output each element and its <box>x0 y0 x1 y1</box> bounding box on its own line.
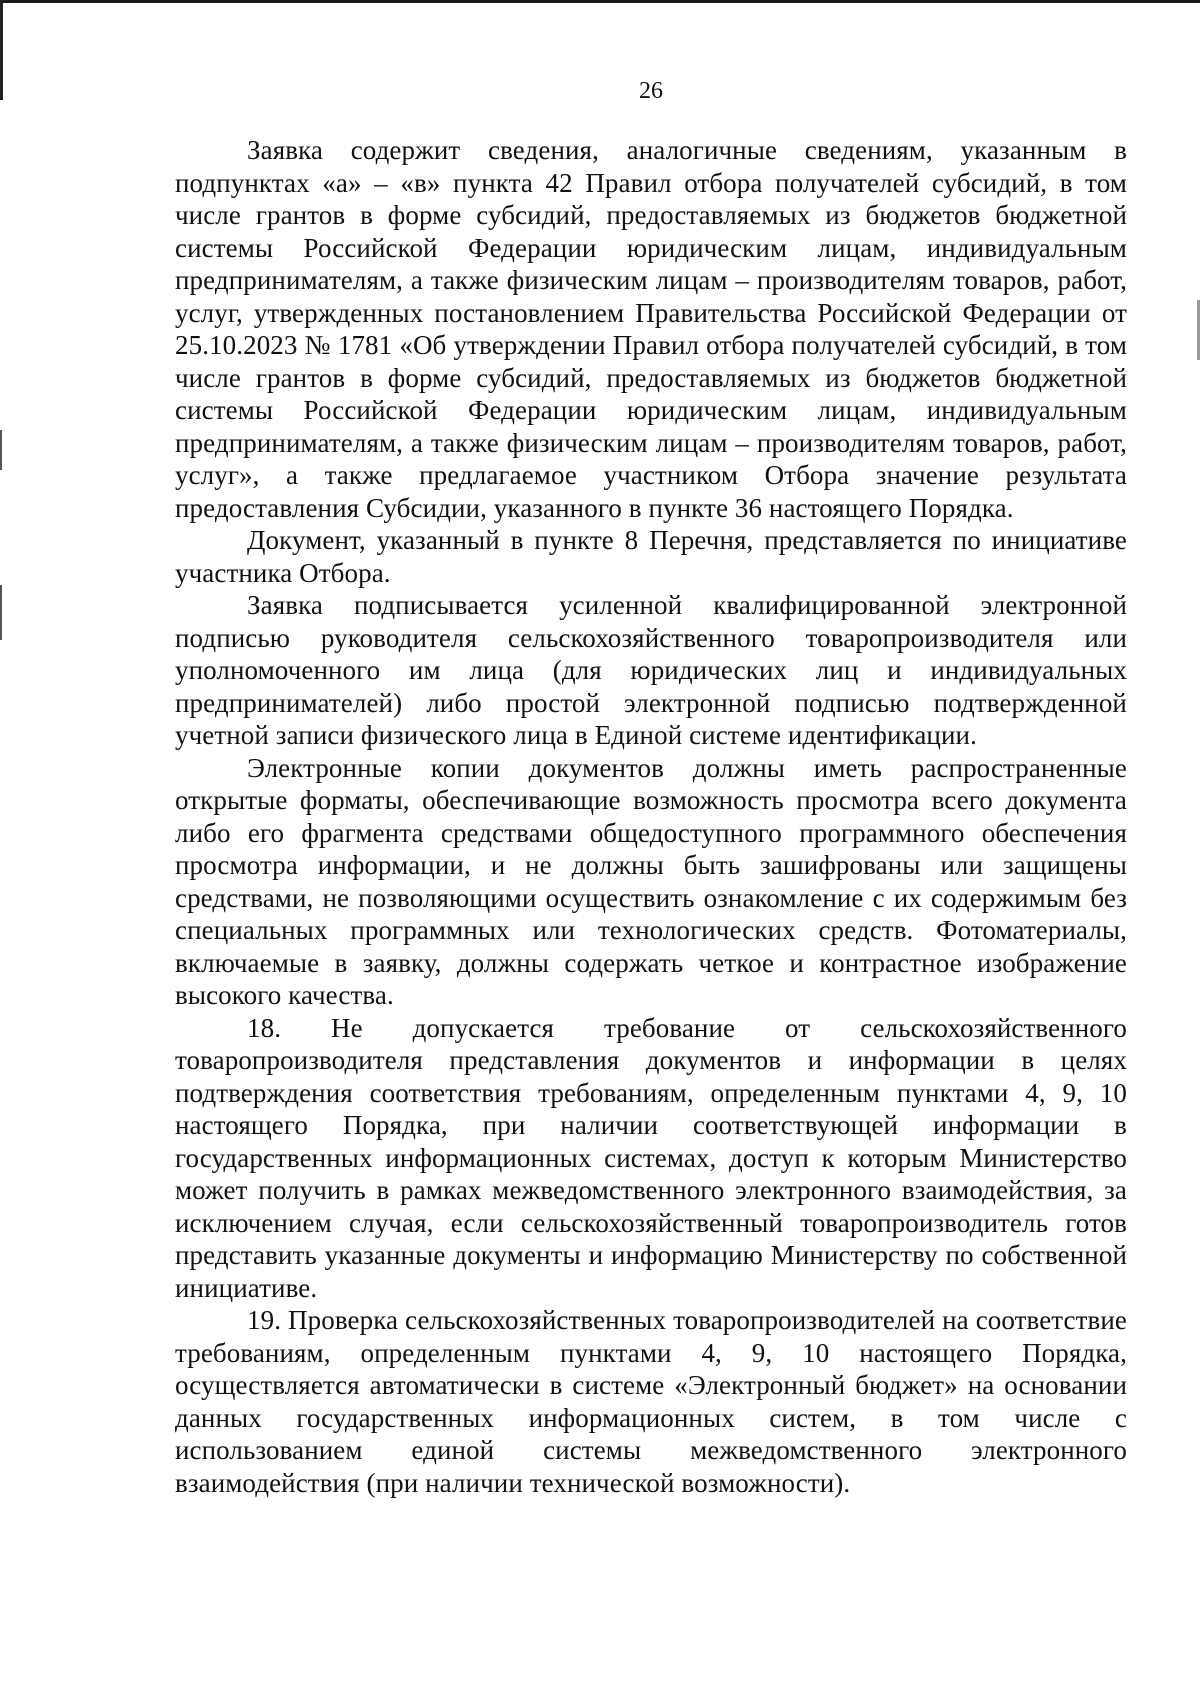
document-page <box>175 76 1127 1499</box>
paragraph-electronic-copies: Электронные копии документов должны иметь распространенные открытые форматы, обеспечивающие возможность просмотра всего документа либо его фрагмента средствами общедоступного программного обеспечения просмотра информации, и не должны быть зашифрованы или защищены средствами, не позволяющими осуществить ознакомление с их содержимым без специальных программных или технологических средств. Фотоматериалы, включаемые в заявку, должны содержать четкое и контрастное изображение высокого качества. <box>175 752 1127 1010</box>
scan-border-top <box>0 0 1200 3</box>
paragraph-application-contents: Заявка содержит сведения, аналогичные сведениям, указанным в подпунктах «а» – «в» пункта 42 Правил отбора получателей субсидий, в том числе грантов в форме субсидий, предоставляемых из бюджетов бюджетной системы Российской Федерации юридическим лицам, индивидуальным предпринимателям, а также физическим лицам – производителям товаров, работ, услуг, утвержденных постановлением Правительства Российской Федерации от 25.10.2023 № 1781 «Об утверждении Правил отбора получателей субсидий, в том числе грантов в форме субсидий, предоставляемых из бюджетов бюджетной системы Российской Федерации юридическим лицам, индивидуальным предпринимателям, а также физическим лицам – производителям товаров, работ, услуг», а также предлагаемое участником Отбора значение результата предоставления Субсидии, указанного в пункте 36 настоящего Порядка. <box>175 135 1127 523</box>
scan-border-left <box>0 0 3 100</box>
page-number: 26 <box>639 78 663 104</box>
paragraph-electronic-signature: Заявка подписывается усиленной квалифицированной электронной подписью руководителя сельскохозяйственного товаропроизводителя или уполномоченного им лица (для юридических лиц и индивидуальных предпринимателей) либо простой электронной подписью подтвержденной учетной записи физического лица в Единой системе идентификации. <box>175 590 1127 750</box>
paragraph-item-19: 19. Проверка сельскохозяйственных товаропроизводителей на соответствие требованиям, определенным пунктами 4, 9, 10 настоящего Порядка, осуществляется автоматически в системе «Электронный бюджет» на основании данных государственных информационных систем, в том числе с использованием единой системы межведомственного электронного взаимодействия (при наличии технической возможности). <box>175 1305 1127 1498</box>
scan-mark-left <box>0 430 2 470</box>
scan-mark-left <box>0 585 2 640</box>
paragraph-document-item-8: Документ, указанный в пункте 8 Перечня, представляется по инициативе участника Отбора. <box>175 525 1127 588</box>
paragraph-item-18: 18. Не допускается требование от сельскохозяйственного товаропроизводителя представления документов и информации в целях подтверждения соответствия требованиям, определенным пунктами 4, 9, 10 настоящего Порядка, при наличии соответствующей информации в государственных информационных системах, доступ к которым Министерство может получить в рамках межведомственного электронного взаимодействия, за исключением случая, если сельскохозяйственный товаропроизводитель готов представить указанные документы и информацию Министерству по собственной инициативе. <box>175 1012 1127 1303</box>
